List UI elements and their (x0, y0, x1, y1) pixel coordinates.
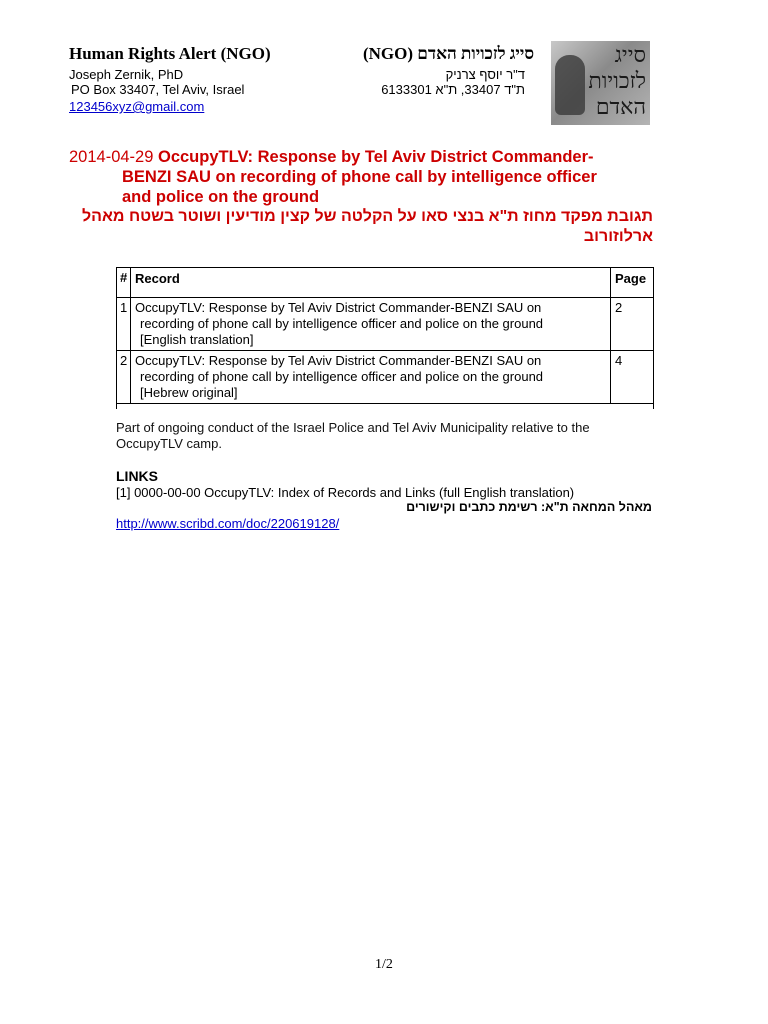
document-title-hebrew: תגובת מפקד מחוז ת"א בנצי סאו על הקלטה של קצין מודיעין ושוטר בשטח מאהל ארלוזורוב (82, 208, 653, 245)
row-record (131, 298, 611, 351)
title-line-2: BENZI SAU on recording of phone call by intelligence officer (122, 168, 597, 186)
record-line: [Hebrew original] (140, 385, 238, 400)
table-header-row (117, 268, 653, 298)
title-line-1: OccupyTLV: Response by Tel Aviv District Commander- (158, 148, 594, 166)
record-line: OccupyTLV: Response by Tel Aviv District Commander-BENZI SAU on (135, 353, 542, 368)
link-item-1-hebrew: מאהל המחאה ת"א: רשימת כתבים וקישורים (406, 500, 652, 514)
logo-text: סייג לזכויות האדם (588, 43, 646, 120)
title-date: 2014-04-29 (69, 148, 154, 166)
link-item-1: [1] 0000-00-00 OccupyTLV: Index of Records and Links (full English translation) (116, 485, 575, 500)
links-heading: LINKS (116, 468, 158, 484)
title-line-3: and police on the ground (122, 188, 320, 206)
col-header-page: Page (611, 268, 654, 298)
table-row (117, 298, 653, 351)
author-name-hebrew: ד"ר יוסף צרניק (445, 67, 525, 82)
row-number: 1 (117, 298, 131, 351)
document-title (69, 147, 653, 207)
row-page: 4 (611, 351, 654, 404)
page-number: 1/2 (375, 957, 393, 972)
row-page: 2 (611, 298, 654, 351)
col-header-record: Record (131, 268, 611, 298)
org-logo (551, 41, 650, 125)
record-line: [English translation] (140, 332, 254, 347)
row-record (131, 351, 611, 404)
col-header-number: # (117, 268, 131, 298)
record-line: OccupyTLV: Response by Tel Aviv District Commander-BENZI SAU on (135, 300, 542, 315)
address-hebrew: ת"ד 33407, ת"א 6133301 (381, 82, 525, 97)
table-row (117, 351, 653, 404)
row-number: 2 (117, 351, 131, 404)
records-table (116, 267, 654, 409)
author-name-english: Joseph Zernik, PhD (69, 67, 184, 82)
context-note: Part of ongoing conduct of the Israel Police and Tel Aviv Municipality relative to the OccupyTLV camp. (116, 420, 590, 451)
record-line: recording of phone call by intelligence officer and police on the ground (140, 369, 544, 384)
org-name-english: Human Rights Alert (NGO) (69, 44, 271, 63)
org-name-hebrew: סייג לזכויות האדם (NGO) (362, 44, 534, 63)
address-english: PO Box 33407, Tel Aviv, Israel (71, 82, 245, 97)
email-link[interactable]: 123456xyz@gmail.com (69, 99, 205, 114)
record-line: recording of phone call by intelligence officer and police on the ground (140, 316, 544, 331)
scribd-url-link[interactable]: http://www.scribd.com/doc/220619128/ (116, 516, 340, 531)
